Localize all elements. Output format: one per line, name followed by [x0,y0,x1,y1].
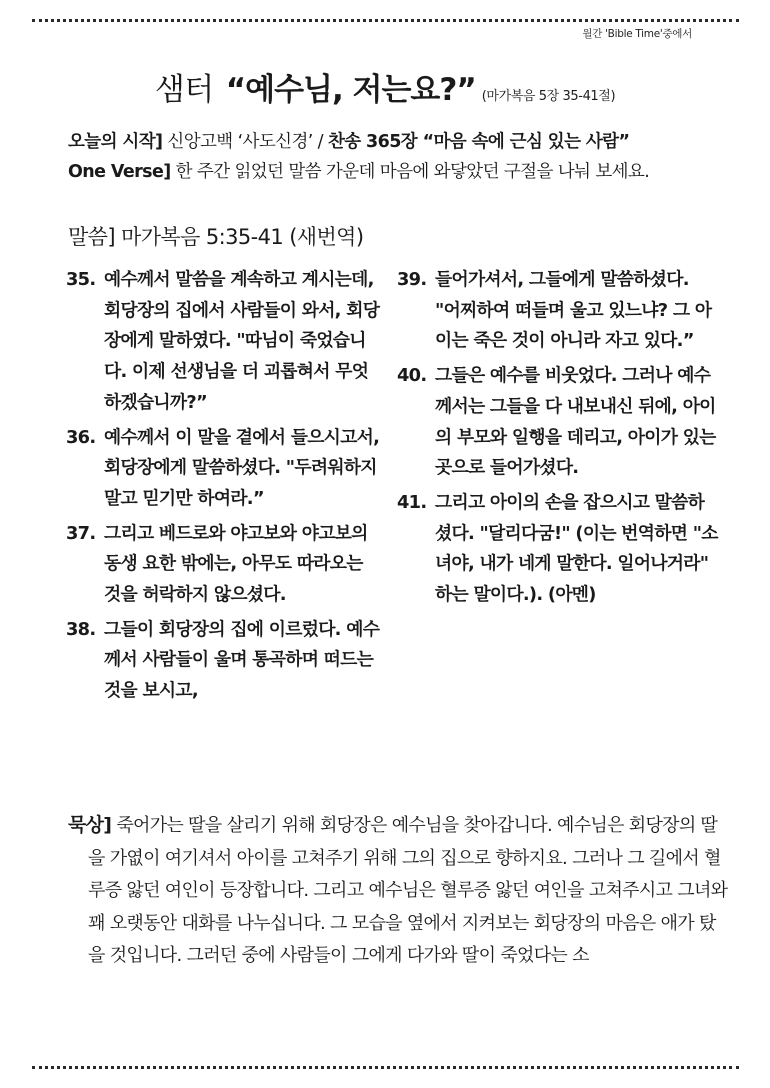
verses-right-column [397,265,719,615]
scripture-heading: 말씀] 마가복음 5:35-41 (새번역) [68,225,364,249]
verse-number: 36. [66,426,96,448]
verse-text: 예수께서 말씀을 계속하고 계시는데, 회당장의 집에서 사람들이 와서, 회당장에게 말하였다. "따님이 죽었습니다. 이제 선생님을 더 괴롭혀서 무엇하겠습니까?” [104,269,380,413]
one-verse-text: 한 주간 읽었던 말씀 가운데 마음에 와닿았던 구절을 나눠 보세요. [170,162,650,182]
start-label: 오늘의 시작] [68,132,163,152]
verse-number: 35. [66,269,96,290]
bottom-divider [32,1066,739,1069]
verse-text: 들어가셔서, 그들에게 말씀하셨다. "어찌하여 떠들며 울고 있느냐? 그 아이는 죽은 것이 아니라 자고 있다.” [435,269,712,352]
one-verse-label: One Verse] [68,162,171,182]
verse-number: 39. [397,269,427,290]
top-divider [32,19,739,22]
meditation-label: 묵상] [68,814,112,836]
verse-number: 41. [397,491,427,513]
intro-line-verse [68,158,649,183]
title-prefix: 샘터 [154,72,214,108]
meditation-paragraph [68,809,728,973]
verse-number: 40. [397,365,427,387]
verse-41 [397,488,719,611]
verse-text: 그리고 베드로와 야고보와 야고보의 동생 요한 밖에는, 아무도 따라오는 것을 허락하지 않으셨다. [104,522,368,606]
verse-37 [66,519,384,611]
verse-35 [66,265,384,419]
hymn-text: 찬송 365장 “마음 속에 근심 있는 사람” [327,132,630,152]
intro-line-start [68,128,629,153]
verse-text: 예수께서 이 말을 곁에서 들으시고서, 회당장에게 말씀하셨다. "두려워하지 말고 믿기만 하여라.” [104,426,380,509]
meditation-text: 죽어가는 딸을 살리기 위해 회당장은 예수님을 찾아갑니다. 예수님은 회당장의 딸을 가엾이 여기셔서 아이를 고쳐주기 위해 그의 집으로 향하지요. 그러나 그 길에서 혈루증 앓던 여인이 등장합니다. 그리고 예수님은 혈루증 앓던 여인을 고쳐주시고 그녀와 꽤 오랫동안 대화를 나누십니다. 그 모습을 옆에서 지켜보는 회당장의 마음은 애가 탔을 것입니다. 그러던 중에 사람들이 그에게 다가와 딸이 죽었다는 소 [88,815,728,967]
verse-40 [397,361,719,484]
verse-number: 38. [66,618,96,640]
verse-text: 그들이 회당장의 집에 이르렀다. 예수께서 사람들이 울며 통곡하며 떠드는 것을 보시고, [104,618,380,702]
verse-number: 37. [66,522,96,544]
verse-text: 그리고 아이의 손을 잡으시고 말씀하셨다. "달리다굼!" (이는 번역하면 "소녀야, 내가 네게 말한다. 일어나거라" 하는 말이다.). (아멘) [435,491,718,606]
page-title [0,64,770,109]
verse-38 [66,615,384,707]
verses-left-column [66,265,384,711]
source-credit: 월간 'Bible Time'중에서 [582,28,692,40]
verse-39 [397,265,719,357]
verse-36 [66,423,384,515]
verse-text: 그들은 예수를 비웃었다. 그러나 예수께서는 그들을 다 내보내신 뒤에, 아이의 부모와 일행을 데리고, 아이가 있는 곳으로 들어가셨다. [435,365,716,479]
title-main: “예수님, 저는요?” [225,72,476,108]
title-reference: (마가복음 5장 35-41절) [481,89,616,104]
start-text: 신앙고백 ‘사도신경’ / [162,132,328,152]
